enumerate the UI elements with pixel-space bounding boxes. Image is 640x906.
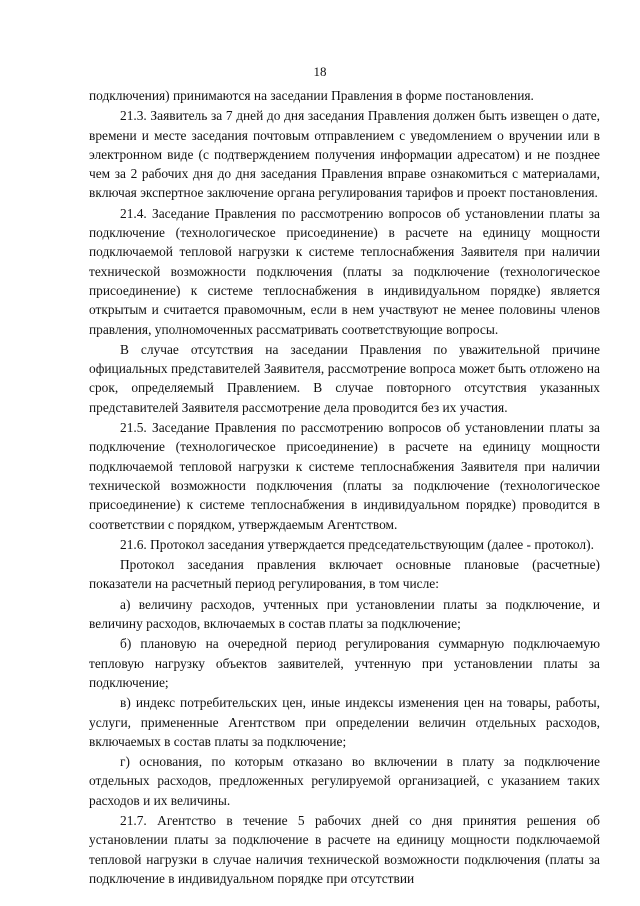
list-item-g: г) основания, по которым отказано во включении в плату за подключение отдельных расходов, предложенных регулируемой организацией, с указанием таких расходов и их величины. bbox=[89, 754, 600, 808]
paragraph-21-7: 21.7. Агентство в течение 5 рабочих дней со дня принятия решения об установлении платы за подключение в расчете на единицу мощности подключаемой тепловой нагрузки в случае наличия технической возможности подключения (платы за подключение в индивидуальном порядке при отсутствии bbox=[89, 812, 600, 886]
list-item-a: а) величину расходов, учтенных при установлении платы за подключение, и величину расходов, включаемых в состав платы за подключение; bbox=[89, 596, 600, 632]
paragraph-protocol: Протокол заседания правления включает основные плановые (расчетные) показатели на расчетный период регулирования, в том числе: bbox=[89, 557, 600, 592]
paragraph-21-3: 21.3. Заявитель за 7 дней до дня заседания Правления должен быть извещен о дате, времени и месте заседания почтовым отправлением с уведомлением о вручении или в электронном виде (с подтверждением получения информации адресатом) и не позднее чем за 2 рабочих дня до дня заседания Правления вправе ознакомиться с материалами, включая экспертное заключение органа регулирования тарифов и проект постановления. bbox=[89, 108, 600, 201]
paragraph-21-4: 21.4. Заседание Правления по рассмотрению вопросов об установлении платы за подключение (технологическое присоединение) в расчете на единицу мощности подключаемой тепловой нагрузки к системе теплоснабжения Заявителя при наличии технической возможности подключения (платы за подключение (технологическое присоединение) к системе теплоснабжения в индивидуальном порядке) является открытым и считается правомочным, если в нем участвуют не менее половины членов правления, уполномоченных рассматривать соответствующие вопросы. bbox=[89, 205, 600, 337]
paragraph-21-6: 21.6. Протокол заседания утверждается председательствующим (далее - протокол). bbox=[120, 536, 594, 552]
page-number: 18 bbox=[313, 64, 327, 79]
paragraph-21-5: 21.5. Заседание Правления по рассмотрению вопросов об установлении платы за подключение (технологическое присоединение) в расчете на единицу мощности подключаемой тепловой нагрузки к системе теплоснабжения Заявителя при наличии технической возможности подключения (платы за подключение (технологическое присоединение) к системе теплоснабжения в индивидуальном порядке) проводится в соответствии с порядком, утверждаемым Агентством. bbox=[89, 420, 600, 532]
list-item-b: б) плановую на очередной период регулирования суммарную подключаемую тепловую нагрузку объектов заявителей, учтенную при установлении платы за подключение; bbox=[89, 636, 600, 690]
paragraph-absence: В случае отсутствия на заседании Правления по уважительной причине официальных представителей Заявителя, рассмотрение вопроса может быть отложено на срок, определяемый Правлением. В случае повторного отсутствия указанных представителей Заявителя рассмотрение дела проводится без их участия. bbox=[89, 341, 600, 415]
list-item-v: в) индекс потребительских цен, иные индексы изменения цен на товары, работы, услуги, примененные Агентством при определении величин отдельных расходов, включаемых в состав платы за подключение; bbox=[89, 695, 600, 749]
document-body bbox=[89, 86, 600, 888]
paragraph-continuation: подключения) принимаются на заседании Правления в форме постановления. bbox=[89, 88, 534, 103]
